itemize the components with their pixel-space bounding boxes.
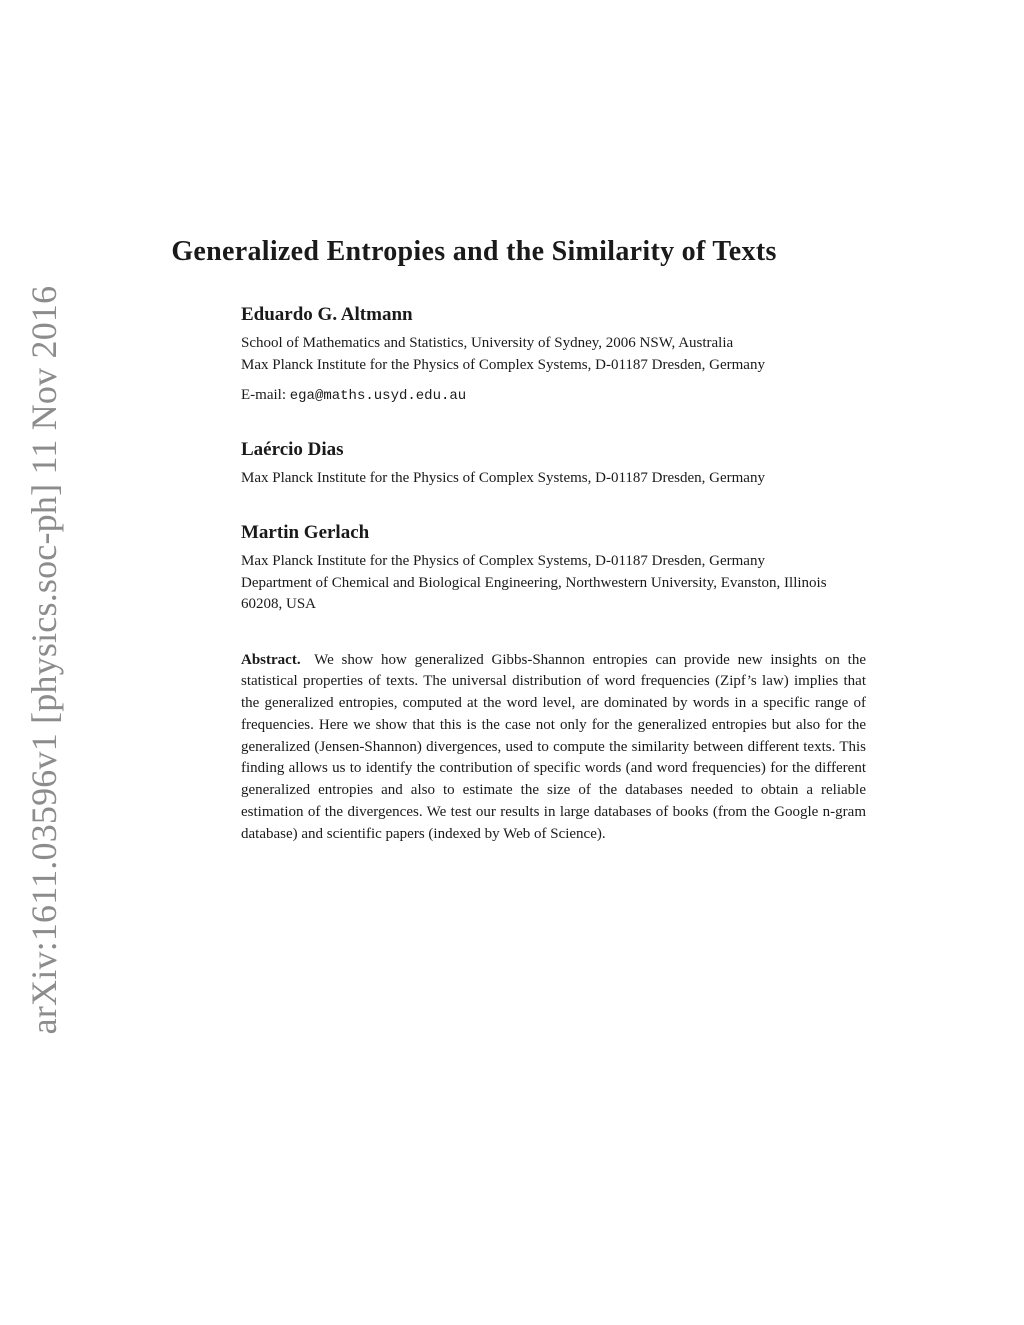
- author-affiliation: School of Mathematics and Statistics, University of Sydney, 2006 NSW, Australia: [241, 335, 734, 351]
- author-affiliation: Max Planck Institute for the Physics of Complex Systems, D-01187 Dresden, Germany: [241, 469, 765, 486]
- author-affiliation: Max Planck Institute for the Physics of Complex Systems, D-01187 Dresden, Germany: [241, 356, 765, 373]
- abstract-label: Abstract.: [241, 651, 301, 668]
- email-label: E-mail:: [241, 387, 286, 403]
- author-email-line: [241, 385, 866, 408]
- author-affiliation: Department of Chemical and Biological Engineering, Northwestern University, Evanston, Illinois 60208, USA: [241, 574, 827, 612]
- author-block-dias: [241, 438, 866, 490]
- author-name: Eduardo G. Altmann: [241, 304, 413, 325]
- email-address-link[interactable]: ega@maths.usyd.edu.au: [289, 388, 467, 404]
- author-name: Laércio Dias: [241, 438, 344, 460]
- paper-title: Generalized Entropies and the Similarity of Texts: [171, 236, 777, 267]
- author-affiliation: Max Planck Institute for the Physics of Complex Systems, D-01187 Dresden, Germany: [241, 553, 765, 569]
- front-matter: [241, 303, 866, 846]
- abstract: [241, 650, 866, 846]
- author-block-altmann: [241, 303, 866, 408]
- author-block-gerlach: [241, 521, 866, 616]
- author-name: Martin Gerlach: [241, 522, 370, 543]
- abstract-text: We show how generalized Gibbs-Shannon entropies can provide new insights on the statistical properties of texts. The universal distribution of word frequencies (Zipf’s law) implies that the generalized entropies, computed at the word level, are dominated by words in a specific range of frequencies. Here we show that this is the case not only for the generalized entropies but also for the generalized (Jensen-Shannon) divergences, used to compute the similarity between different texts. This finding allows us to identify the contribution of specific words (and word frequencies) for the different generalized entropies and also to estimate the size of the databases needed to obtain a reliable estimation of the divergences. We test our results in large databases of books (from the Google n-gram database) and scientific papers (indexed by Web of Science).: [241, 651, 866, 842]
- arxiv-identifier-stamp: arXiv:1611.03596v1 [physics.soc-ph] 11 Nov 2016: [24, 285, 64, 1035]
